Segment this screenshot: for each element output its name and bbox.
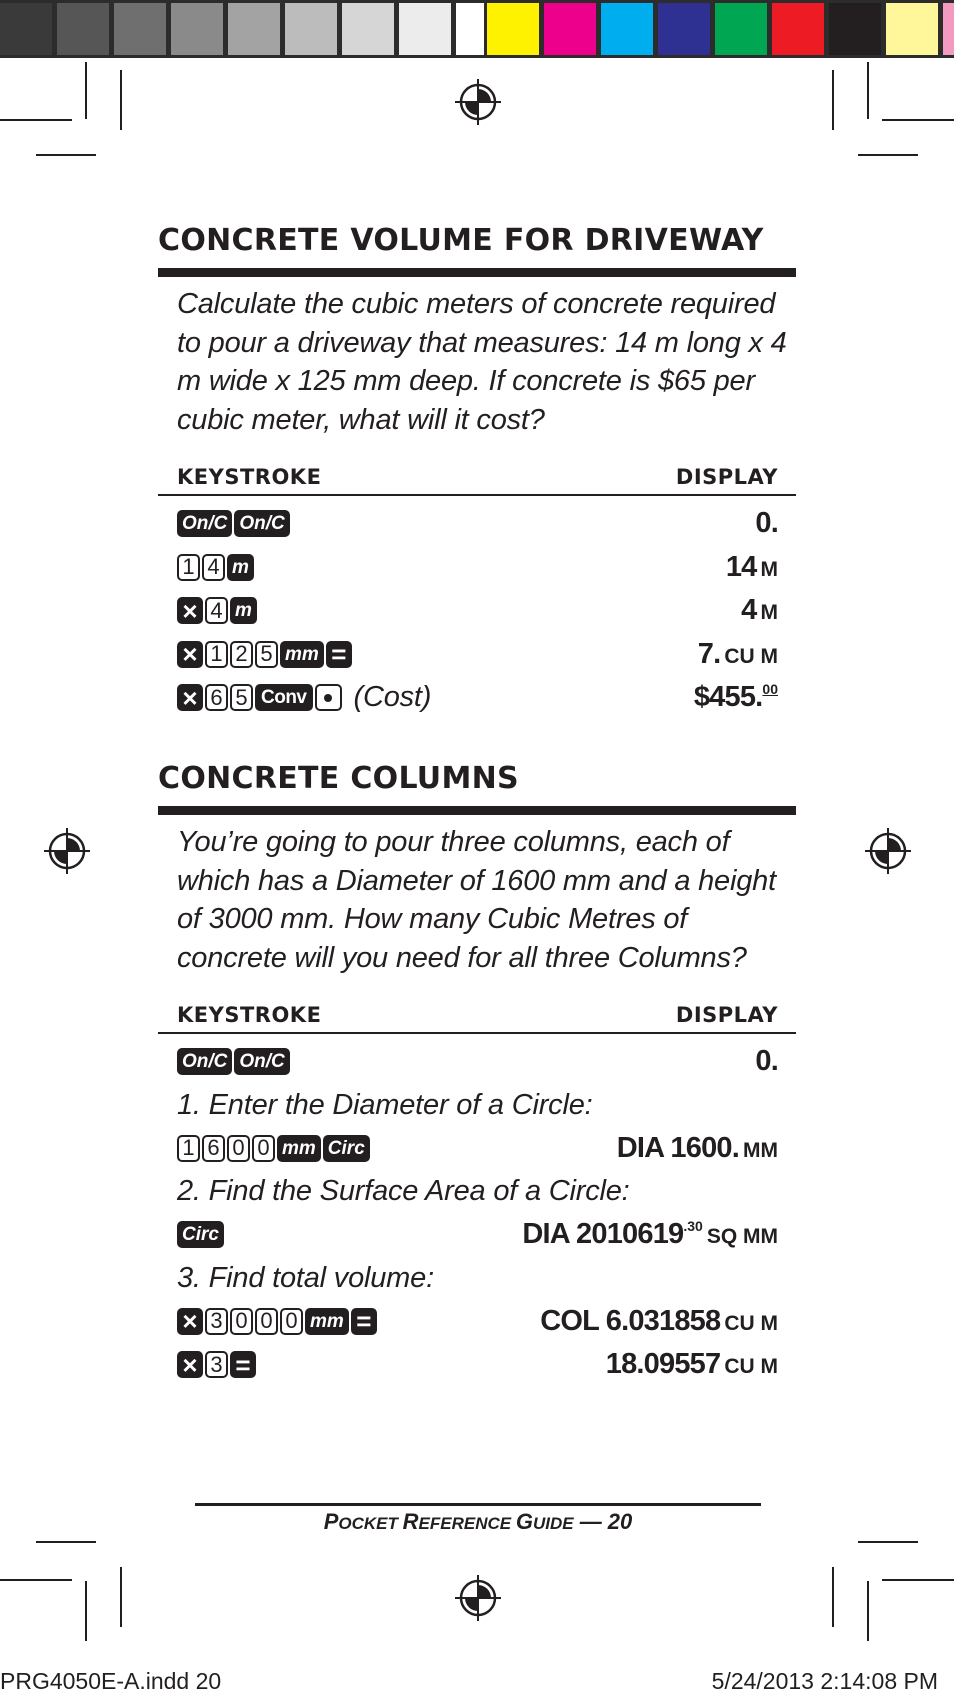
- crop-mark-icon: [120, 70, 122, 130]
- digit-5-key: 5: [230, 684, 253, 711]
- conv-key: Conv: [255, 684, 313, 711]
- row-note: (Cost): [353, 681, 432, 714]
- section-title: CONCRETE COLUMNS: [158, 761, 519, 796]
- digit-0-key: 0: [227, 1135, 250, 1162]
- table-row: [177, 502, 778, 546]
- section-title: CONCRETE VOLUME FOR DRIVEWAY: [158, 223, 764, 258]
- display-value: 4 M: [741, 594, 778, 627]
- header-rule: [158, 494, 796, 496]
- gray-swatch: [228, 3, 280, 55]
- problem-text: Calculate the cubic meters of concrete required to pour a driveway that measures: 14 m long x 4 m wide x 125 mm deep. If concrete is $65 per cubic meter, what will it cost?: [177, 288, 787, 436]
- table-row: [177, 1213, 778, 1257]
- display-header: DISPLAY: [675, 465, 778, 489]
- circ-key: Circ: [323, 1135, 370, 1162]
- process-color-bar: [484, 0, 954, 58]
- digit-5-key: 5: [255, 641, 278, 668]
- crop-mark-icon: [867, 62, 869, 119]
- digit-0-key: 0: [230, 1308, 253, 1335]
- digit-6-key: 6: [205, 684, 228, 711]
- crop-mark-icon: [832, 1567, 834, 1627]
- display-value: 7. CU M: [697, 637, 778, 670]
- step-label: 1. Enter the Diameter of a Circle:: [177, 1088, 593, 1121]
- multiply-key: ×: [177, 641, 203, 668]
- crop-mark-icon: [858, 1541, 918, 1543]
- digit-1-key: 1: [177, 1135, 200, 1162]
- digit-0-key: 0: [280, 1308, 303, 1335]
- table-row: [177, 1300, 778, 1344]
- section-driveway: [158, 223, 796, 720]
- display-value: DIA 1600. MM: [616, 1131, 778, 1164]
- millimeters-key: mm: [280, 641, 324, 668]
- display-value: DIA $2010619^{.30}$ SQ MM: [522, 1218, 778, 1251]
- on-c-key: On/C: [234, 1048, 289, 1075]
- crop-mark-icon: [0, 119, 72, 121]
- page-footer: POCKET REFERENCE GUIDE — 20: [323, 1509, 633, 1534]
- on-c-key: On/C: [177, 1048, 232, 1075]
- keystroke-header: KEYSTROKE: [177, 465, 322, 489]
- equals-key: =: [326, 641, 352, 668]
- color-swatch: [772, 3, 824, 55]
- digit-1-key: 1: [177, 554, 200, 581]
- color-swatch: [886, 3, 938, 55]
- multiply-key: ×: [177, 684, 203, 711]
- registration-mark-icon: [455, 79, 501, 125]
- multiply-key: ×: [177, 1351, 203, 1378]
- crop-mark-icon: [0, 1579, 72, 1581]
- millimeters-key: mm: [277, 1135, 321, 1162]
- footer-rule: [195, 1503, 761, 1506]
- gray-swatch: [114, 3, 166, 55]
- digit-1-key: 1: [205, 641, 228, 668]
- table-header: [158, 1005, 796, 1026]
- display-header: DISPLAY: [675, 1003, 778, 1027]
- table-header: [158, 467, 796, 488]
- crop-mark-icon: [36, 154, 96, 156]
- slug-timestamp: 5/24/2013 2:14:08 PM: [711, 1668, 938, 1694]
- digit-6-key: 6: [202, 1135, 225, 1162]
- digit-2-key: 2: [230, 641, 253, 668]
- crop-mark-icon: [832, 70, 834, 130]
- color-swatch: [943, 3, 954, 55]
- crop-mark-icon: [858, 154, 918, 156]
- registration-mark-icon: [865, 828, 911, 874]
- color-swatch: [487, 3, 539, 55]
- dot-icon: [324, 694, 332, 702]
- title-rule: [158, 806, 796, 815]
- display-value: 0.: [755, 1045, 778, 1078]
- table-row: [177, 633, 778, 677]
- gray-swatch: [399, 3, 451, 55]
- crop-mark-icon: [85, 62, 87, 119]
- crop-mark-icon: [85, 1581, 87, 1641]
- header-rule: [158, 1032, 796, 1034]
- table-row: [177, 1040, 778, 1084]
- title-rule: [158, 268, 796, 277]
- color-swatch: [601, 3, 653, 55]
- table-row: [177, 546, 778, 590]
- table-row: [177, 1343, 778, 1387]
- registration-mark-icon: [455, 1575, 501, 1621]
- color-swatch: [715, 3, 767, 55]
- digit-3-key: 3: [205, 1308, 228, 1335]
- crop-mark-icon: [36, 1541, 96, 1543]
- digit-4-key: 4: [202, 554, 225, 581]
- gray-swatch: [285, 3, 337, 55]
- display-value: 18.09557 CU M: [605, 1348, 778, 1381]
- on-c-key: On/C: [234, 510, 289, 537]
- gray-swatch: [342, 3, 394, 55]
- table-row: [177, 676, 778, 720]
- slug-file: PRG4050E-A.indd 20: [0, 1668, 222, 1694]
- multiply-key: ×: [177, 597, 203, 624]
- step-label: 3. Find total volume:: [177, 1261, 434, 1294]
- color-swatch: [829, 3, 881, 55]
- equals-key: =: [351, 1308, 377, 1335]
- table-row: [177, 1127, 778, 1171]
- color-swatch: [658, 3, 710, 55]
- crop-mark-icon: [882, 119, 954, 121]
- crop-mark-icon: [120, 1567, 122, 1627]
- multiply-key: ×: [177, 1308, 203, 1335]
- digit-0-key: 0: [252, 1135, 275, 1162]
- crop-mark-icon: [882, 1579, 954, 1581]
- circ-key: Circ: [177, 1221, 224, 1248]
- step-label: 2. Find the Surface Area of a Circle:: [177, 1175, 630, 1207]
- table-row: [177, 589, 778, 633]
- equals-key: =: [230, 1351, 256, 1378]
- section-columns: [158, 761, 796, 1387]
- digit-4-key: 4: [205, 597, 228, 624]
- gray-swatch: [57, 3, 109, 55]
- on-c-key: On/C: [177, 510, 232, 537]
- meters-key: m: [227, 554, 254, 581]
- display-value: COL 6.031858 CU M: [540, 1304, 778, 1337]
- gray-scale-bar: [0, 0, 516, 58]
- display-value: 14 M: [725, 550, 778, 583]
- display-value: $455.00: [693, 681, 778, 714]
- gray-swatch: [0, 3, 52, 55]
- digit-0-key: 0: [255, 1308, 278, 1335]
- crop-mark-icon: [867, 1581, 869, 1641]
- problem-text: You’re going to pour three columns, each of which has a Diameter of 1600 mm and a height of 3000 mm. How many Cubic Metres of concrete will you need for all three Columns?: [177, 826, 776, 974]
- gray-swatch: [171, 3, 223, 55]
- digit-3-key: 3: [205, 1351, 228, 1378]
- meters-key: m: [230, 597, 257, 624]
- keystroke-header: KEYSTROKE: [177, 1003, 322, 1027]
- registration-mark-icon: [44, 828, 90, 874]
- millimeters-key: mm: [305, 1308, 349, 1335]
- decimal-point-key: [315, 684, 342, 711]
- display-value: 0.: [755, 507, 778, 540]
- color-swatch: [544, 3, 596, 55]
